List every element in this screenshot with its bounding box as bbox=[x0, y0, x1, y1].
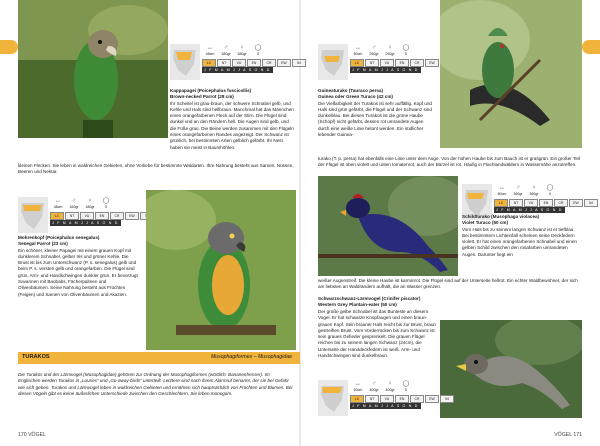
measures-row: ↔ 38cm ♂ 160gr ♀ 180gr ◯ 0 bbox=[50, 197, 114, 209]
range-map-mohrenkopf bbox=[18, 197, 48, 233]
breeding-months: J F M A M J J A S O N D bbox=[352, 68, 419, 72]
info-box-kappapagei bbox=[170, 44, 301, 82]
thumb-tab-right bbox=[582, 40, 600, 54]
breeding-months: J F M A M J J A S O N D bbox=[52, 221, 119, 225]
length-icon: ↔ bbox=[355, 381, 361, 387]
photo-guineaturako bbox=[440, 0, 582, 148]
text-laermvogel-head: Schwarzschwanz-Lärmvogel (Crinifer piscator) Western Grey Plantain-eater (50 cm) bbox=[318, 296, 421, 308]
measures-row: ↔ 48cm ♂ 380gr ♀ 380gr ◯ 0 bbox=[202, 44, 266, 56]
egg-icon: ◯ bbox=[402, 45, 410, 51]
status-badges: LC NT VU EN CR EW 54 bbox=[494, 199, 599, 207]
length-icon: ↔ bbox=[499, 185, 505, 191]
measures-row: ↔ 50cm ♂ 400gr ♀ 400gr ◯ 0 bbox=[350, 380, 414, 392]
egg-icon: ◯ bbox=[546, 185, 554, 191]
status-badges: LC NT VU EN CR EW bbox=[50, 212, 155, 220]
status-badges: LC NT VU EN CR EW 54 bbox=[350, 395, 455, 403]
egg-icon: ◯ bbox=[402, 381, 410, 387]
female-icon: ♀ bbox=[531, 185, 537, 191]
male-icon: ♂ bbox=[223, 45, 229, 51]
photo-schildturako bbox=[318, 176, 458, 276]
range-map-kappapagei bbox=[170, 44, 200, 80]
egg-icon: ◯ bbox=[102, 198, 110, 204]
info-box-mohrenkopf bbox=[18, 197, 143, 235]
page-number-right: VÖGEL 171 bbox=[554, 432, 582, 438]
family-name: TURAKOS bbox=[22, 354, 50, 360]
thumb-tab-left bbox=[0, 40, 18, 54]
text-guineaturako: Guineaturako (Tauraco persa) Guinea oder Green Turaco (42 cm) Die Vielfarbigkeit der Turakos ist sehr auffällig. Kopf und Hals sind grün gefärbt, die Flügel und der Schwanz sind dunkelblau. Bei diesen Turakos ist die grüne Haube (Schopf) nicht gefärbt, dessen rot umrandete Augen durch eine weiße Linie betont werden. Ein südlicher lebender Guinea- bbox=[318, 88, 432, 138]
text-kappapagei-cont: kleinen Flecken. Sie leben in waldreichen Gebieten, ohne Vorliebe für bestimmte Waldarten. Ihre Nahrung besteht aus Samen, Nüssen, Beeren und Nektar. bbox=[18, 163, 294, 175]
female-icon: ♀ bbox=[239, 45, 245, 51]
length-icon: ↔ bbox=[355, 45, 361, 51]
measures-row: ↔ 80cm ♂ 360gr ♀ 360gr ◯ 0 bbox=[494, 184, 558, 196]
status-badges: LC NT VU EN CR EW bbox=[350, 59, 455, 67]
breeding-months: J F M A M J J A S O N D bbox=[204, 68, 271, 72]
range-map-laermvogel bbox=[318, 380, 348, 416]
text-laermvogel: Der große gelbe Schnabel ist das Bunteste an diesem Vogel. Er hat schwarze Knopfaugen und einen braun-grauen Kopf. Sein brauner Hals reicht bis zur Brust, braun gestreiften Brust. Vom Vorderrücken bis zum Schwanz ist sein graues Gefieder gesprenkelt. Die grauen Flügel reichen bis zu seinem langen Schwanz (24cm), die Unterseite der Handdeckfedern ist weiß. Arm- und Handschwingen sind dunkelbraun. bbox=[318, 309, 436, 359]
family-intro: Die Turakos und der Lärmvogel (Musophagidae) gehören zur Ordnung der Musophagiformes (wörtlich: Bananenfresser). Im Englischen werden Turakos in „Louries“ und „Go-away-birds“ unterteilt. Letztere sind nach ihrem Alarmruf benannt, der sie bei Gefahr wie sich geben. Turakos und Lärmvogel leben in waldreichen Gebieten und ernähren sich hauptsächlich von Früchten und Blumen. Bei diesen Vögeln gibt es keine äußerlichen Unterschiede zwischen den Geschlechtern. Sie leben monogam. bbox=[18, 372, 293, 396]
measures-row: ↔ 80cm ♂ 250gr ♀ 290gr ◯ 0 bbox=[350, 44, 414, 56]
text-kappapagei: Kappapagei (Poicephalus fuscicollis) Brown-necked Parrot (28 cm) Ihr Scheitel ist grau-braun, der schwere Schnabel gelb, und Kehle und Hals sind hellbraun. Manchmal hat das Männchen einen orangefarbenen Fleck auf der Stirn. Die Flügel sind dunkel und an den Rändern hell. Die Augen sind gelb, und die Füße grau. Die Beine werden zusammen mit den Flügeln eines orangefarbenen Randes angezeigt. Der Schwanz ist grünlich, bei bestimmten Arten gelblich gefärbt. Ihr Nest haben sie meist in Baumhöhlen. bbox=[170, 88, 294, 150]
egg-icon: ◯ bbox=[254, 45, 262, 51]
photo-mohrenkopf bbox=[146, 190, 296, 350]
family-taxonomy: Musophagiformes – Musophagidae bbox=[210, 354, 292, 360]
text-schildturako: Schildturako (Musophaga violacea) Violet Turaco (50 cm) Vom Hals bis zu seinem langen Schwanz ist er tiefblau. Bei bestimmtem Lichteinfall scheinen seine Deckfedern violett. Er hat einen orangefarbenen Schnabel und einen gelben Schild zwischen den rosafarben umrandeten Augen. Darunter liegt ein bbox=[462, 214, 577, 257]
male-icon: ♂ bbox=[371, 381, 377, 387]
length-icon: ↔ bbox=[55, 198, 61, 204]
female-icon: ♀ bbox=[387, 381, 393, 387]
female-icon: ♀ bbox=[387, 45, 393, 51]
male-icon: ♂ bbox=[71, 198, 77, 204]
male-icon: ♂ bbox=[371, 45, 377, 51]
breeding-months: J F M A M J J A S O N D bbox=[352, 404, 419, 408]
info-box-laermvogel bbox=[318, 380, 449, 418]
text-schildturako-cont: weißer Augenstreif. Die kleine Haube ist karminrot. Die Flügel sind auf der Unterseite hellrot. Ein echter Waldbewohner, der sich am liebsten an Waldrändern aufhält, die an Wasser grenzen. bbox=[318, 278, 578, 290]
breeding-months: J F M A M J J A S O N D bbox=[496, 208, 563, 212]
info-box-guineaturako bbox=[318, 44, 438, 82]
male-icon: ♂ bbox=[515, 185, 521, 191]
female-icon: ♀ bbox=[87, 198, 93, 204]
text-mohrenkopf: Mohrenkopf (Poicephalus senegalus) Senegal Parrot (23 cm) Ein schöner, kleiner Papagei mit einem grauen Kopf mit dunklerem Schnabel, gelber Iris und grüner Kehle. Die Brust ist bis zum Unterschwanz (P. s. senegalus) gelb und beim P. s. versteri gelb und orangefarben. Die Flügel sind grün, Arm- und Handschwingen dunkler grün. Er bevorzugt Savannen mit Baobabs, Fächerpalmen und Olivenbäumen. Seine Nahrung besteht aus Früchten (Feigen) und Samen von Olivenbäumen und Akazien. bbox=[18, 235, 138, 297]
family-band bbox=[18, 352, 300, 364]
photo-laermvogel bbox=[440, 320, 582, 418]
photo-kappapagei bbox=[18, 0, 168, 138]
status-badges: LC NT VU EN CR EW 54 bbox=[202, 59, 307, 67]
range-map-guineaturako bbox=[318, 44, 348, 80]
page-number-left: 170 VÖGEL bbox=[18, 432, 46, 438]
text-guineaturako-cont: turako (T. p. persa) hat ebenfalls eine Linie unter dem Auge. Von der hohen Haube bis zum Bauch ist er grasgrün. Ein großer Teil der Flügel ist oben violett und unten tomatenrot, auch der Bürzel ist rot. Häufig in Flachlandwäldern in Wassernähe anzutreffen. bbox=[318, 156, 580, 168]
length-icon: ↔ bbox=[207, 45, 213, 51]
